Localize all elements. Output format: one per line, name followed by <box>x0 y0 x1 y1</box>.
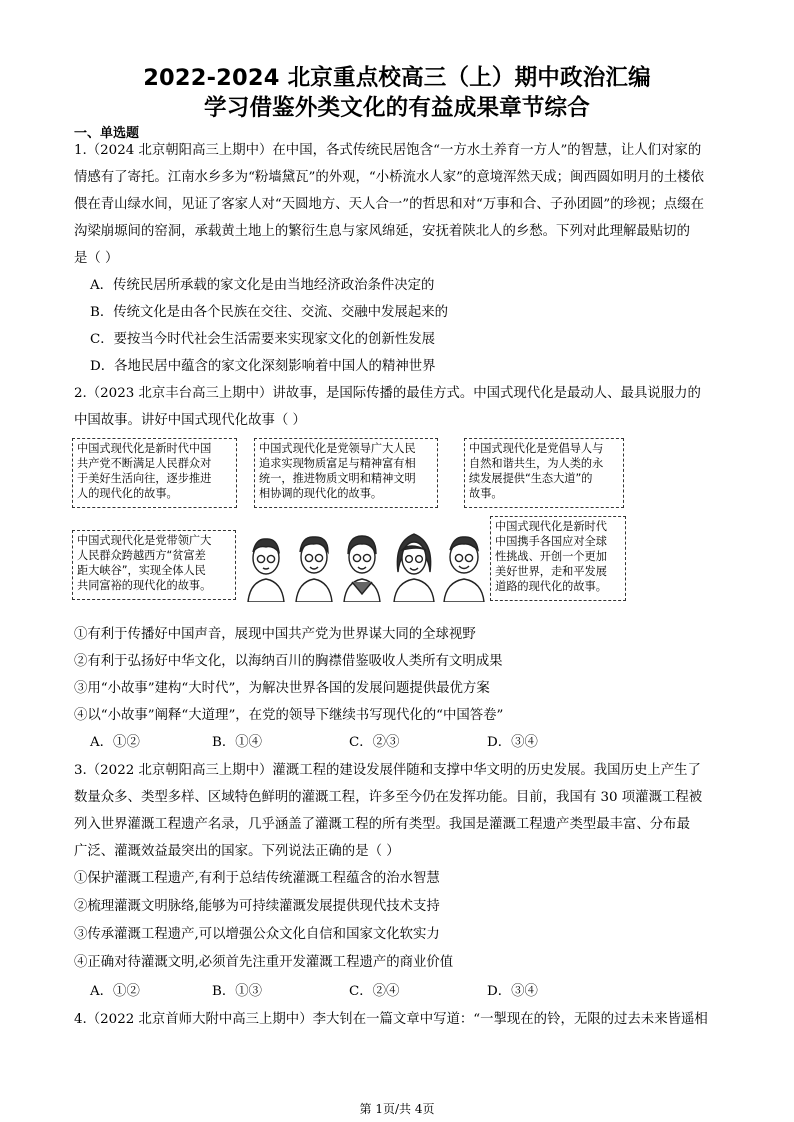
q1-option-c: C．要按当今时代社会生活需要来实现家文化的创新性发展 <box>90 332 436 347</box>
bubble-text: 人的现代化的故事。 <box>77 487 178 500</box>
q3-statement-2: ②梳理灌溉文明脉络,能够为可持续灌溉发展提供现代技术支持 <box>74 899 440 914</box>
bubble-text: 中国式现代化是新时代 <box>495 520 607 533</box>
bubble-text: 相协调的现代化的故事。 <box>259 487 383 500</box>
five-people-illustration <box>242 522 490 602</box>
page-footer: 第 1页/共 4页 <box>359 1102 435 1116</box>
q3-stem-line: 列入世界灌溉工程遗产名录，几乎涵盖了灌溉工程的所有类型。我国是灌溉工程遗产类型最丰富、分布最 <box>74 817 690 832</box>
q1-stem-line: 情感有了寄托。江南水乡多为“粉墙黛瓦”的外观，“小桥流水人家”的意境浑然天成；闽西圆如明月的土楼依 <box>74 170 704 185</box>
speech-bubble <box>254 438 438 508</box>
q1-stem-line: 1.（2024 北京朝阳高三上期中）在中国，各式传统民居饱含“一方水土养育一方人”的智慧，让人们对家的 <box>74 143 702 158</box>
speech-bubble <box>490 516 626 601</box>
q3-stem-line: 3.（2022 北京朝阳高三上期中）灌溉工程的建设发展伴随和支撑中华文明的历史发展。我国历史上产生了 <box>74 763 701 778</box>
person-illustration <box>394 534 434 602</box>
q2-stem-line: 2.（2023 北京丰台高三上期中）讲故事，是国际传播的最佳方式。中国式现代化是最动人、最具说服力的 <box>74 386 701 401</box>
bubble-text: 自然和谐共生，为人类的永 <box>469 457 604 470</box>
q2-choice-c: C．②③ <box>349 735 400 750</box>
q3-choice-c: C．②④ <box>349 984 400 999</box>
person-illustration <box>296 537 332 602</box>
bubble-text: 统一，推进物质文明和精神文明 <box>259 472 416 485</box>
q3-choice-d: D．③④ <box>487 984 538 999</box>
document-title-line2: 学习借鉴外类文化的有益成果章节综合 <box>204 95 590 121</box>
section-heading: 一、单选题 <box>74 126 140 141</box>
q2-stem-line: 中国故事。讲好中国式现代化故事（ ） <box>74 413 306 428</box>
bubble-text: 中国式现代化是党领导广大人民 <box>259 442 416 455</box>
speech-bubble <box>464 438 624 508</box>
bubble-text: 于美好生活向往，逐步推进 <box>77 472 212 485</box>
speech-bubble <box>72 438 237 508</box>
q2-choice-a: A．①② <box>90 735 140 750</box>
bubble-text: 中国式现代化是党带领广大 <box>77 534 212 547</box>
bubble-text: 中国式现代化是党倡导人与 <box>469 442 604 455</box>
q2-statement-2: ②有利于弘扬好中华文化，以海纳百川的胸襟借鉴吸收人类所有文明成果 <box>74 654 503 669</box>
bubble-text: 距大峡谷”，实现全体人民 <box>77 564 206 577</box>
person-illustration <box>444 537 484 602</box>
speech-bubble <box>72 530 236 600</box>
bubble-text: 故事。 <box>469 487 503 500</box>
q3-statement-3: ③传承灌溉工程遗产,可以增强公众文化自信和国家文化软实力 <box>74 927 440 942</box>
q1-option-a: A．传统民居所承载的家文化是由当地经济政治条件决定的 <box>90 278 435 293</box>
q4-stem-line: 4.（2022 北京首师大附中高三上期中）李大钊在一篇文章中写道：“一掣现在的铃，无限的过去未来皆遥相 <box>74 1012 708 1027</box>
q2-statement-4: ④以“小故事”阐释“大道理”，在党的领导下继续书写现代化的“中国答卷” <box>74 708 504 723</box>
q2-statement-3: ③用“小故事”建构“大时代”，为解决世界各国的发展问题提供最优方案 <box>74 681 490 696</box>
bubble-text: 共同富裕的现代化的故事。 <box>77 579 212 592</box>
q1-option-d: D．各地民居中蕴含的家文化深刻影响着中国人的精神世界 <box>90 359 436 374</box>
q1-stem-line: 偎在青山绿水间，见证了客家人对“天圆地方、天人合一”的哲思和对“万事和合、子孙团圆”的珍视；点缀在 <box>74 197 704 212</box>
q1-stem-line: 是（ ） <box>74 251 119 266</box>
q3-choice-b: B．①③ <box>212 984 263 999</box>
bubble-text: 追求实现物质富足与精神富有相 <box>259 457 416 470</box>
q1-stem-line: 沟梁崩塬间的窑洞，承载黄土地上的繁衍生息与家风绵延，安抚着陕北人的乡愁。下列对此理解最贴切的 <box>74 224 690 239</box>
person-illustration <box>248 539 284 602</box>
q2-statement-1: ①有利于传播好中国声音，展现中国共产党为世界谋大同的全球视野 <box>74 627 476 642</box>
q3-stem-line: 广泛、灌溉效益最突出的国家。下列说法正确的是（ ） <box>74 844 400 859</box>
q3-statement-4: ④正确对待灌溉文明,必须首先注重开发灌溉工程遗产的商业价值 <box>74 955 454 970</box>
q1-option-b: B．传统文化是由各个民族在交往、交流、交融中发展起来的 <box>90 305 448 320</box>
bubble-text: 中国式现代化是新时代中国 <box>77 442 212 455</box>
bubble-text: 共产党不断满足人民群众对 <box>77 457 212 470</box>
bubble-text: 美好世界，走和平发展 <box>495 565 607 578</box>
person-illustration <box>344 536 380 602</box>
q2-choice-d: D．③④ <box>487 735 538 750</box>
q3-choice-a: A．①② <box>90 984 140 999</box>
bubble-text: 性挑战、开创一个更加 <box>495 550 607 563</box>
bubble-text: 道路的现代化的故事。 <box>495 580 607 593</box>
bubble-text: 续发展提供“生态大道”的 <box>469 472 593 485</box>
q2-choice-b: B．①④ <box>212 735 263 750</box>
bubble-text: 人民群众跨越西方“贫富差 <box>77 549 206 562</box>
q3-statement-1: ①保护灌溉工程遗产,有利于总结传统灌溉工程蕴含的治水智慧 <box>74 871 440 886</box>
document-title-line1: 2022-2024 北京重点校高三（上）期中政治汇编 <box>143 65 651 91</box>
cartoon-figure <box>70 438 640 603</box>
bubble-text: 中国携手各国应对全球 <box>495 535 607 548</box>
q3-stem-line: 数量众多、类型多样、区域特色鲜明的灌溉工程，许多至今仍在发挥功能。目前，我国有 30 项灌溉工程被 <box>74 790 703 805</box>
